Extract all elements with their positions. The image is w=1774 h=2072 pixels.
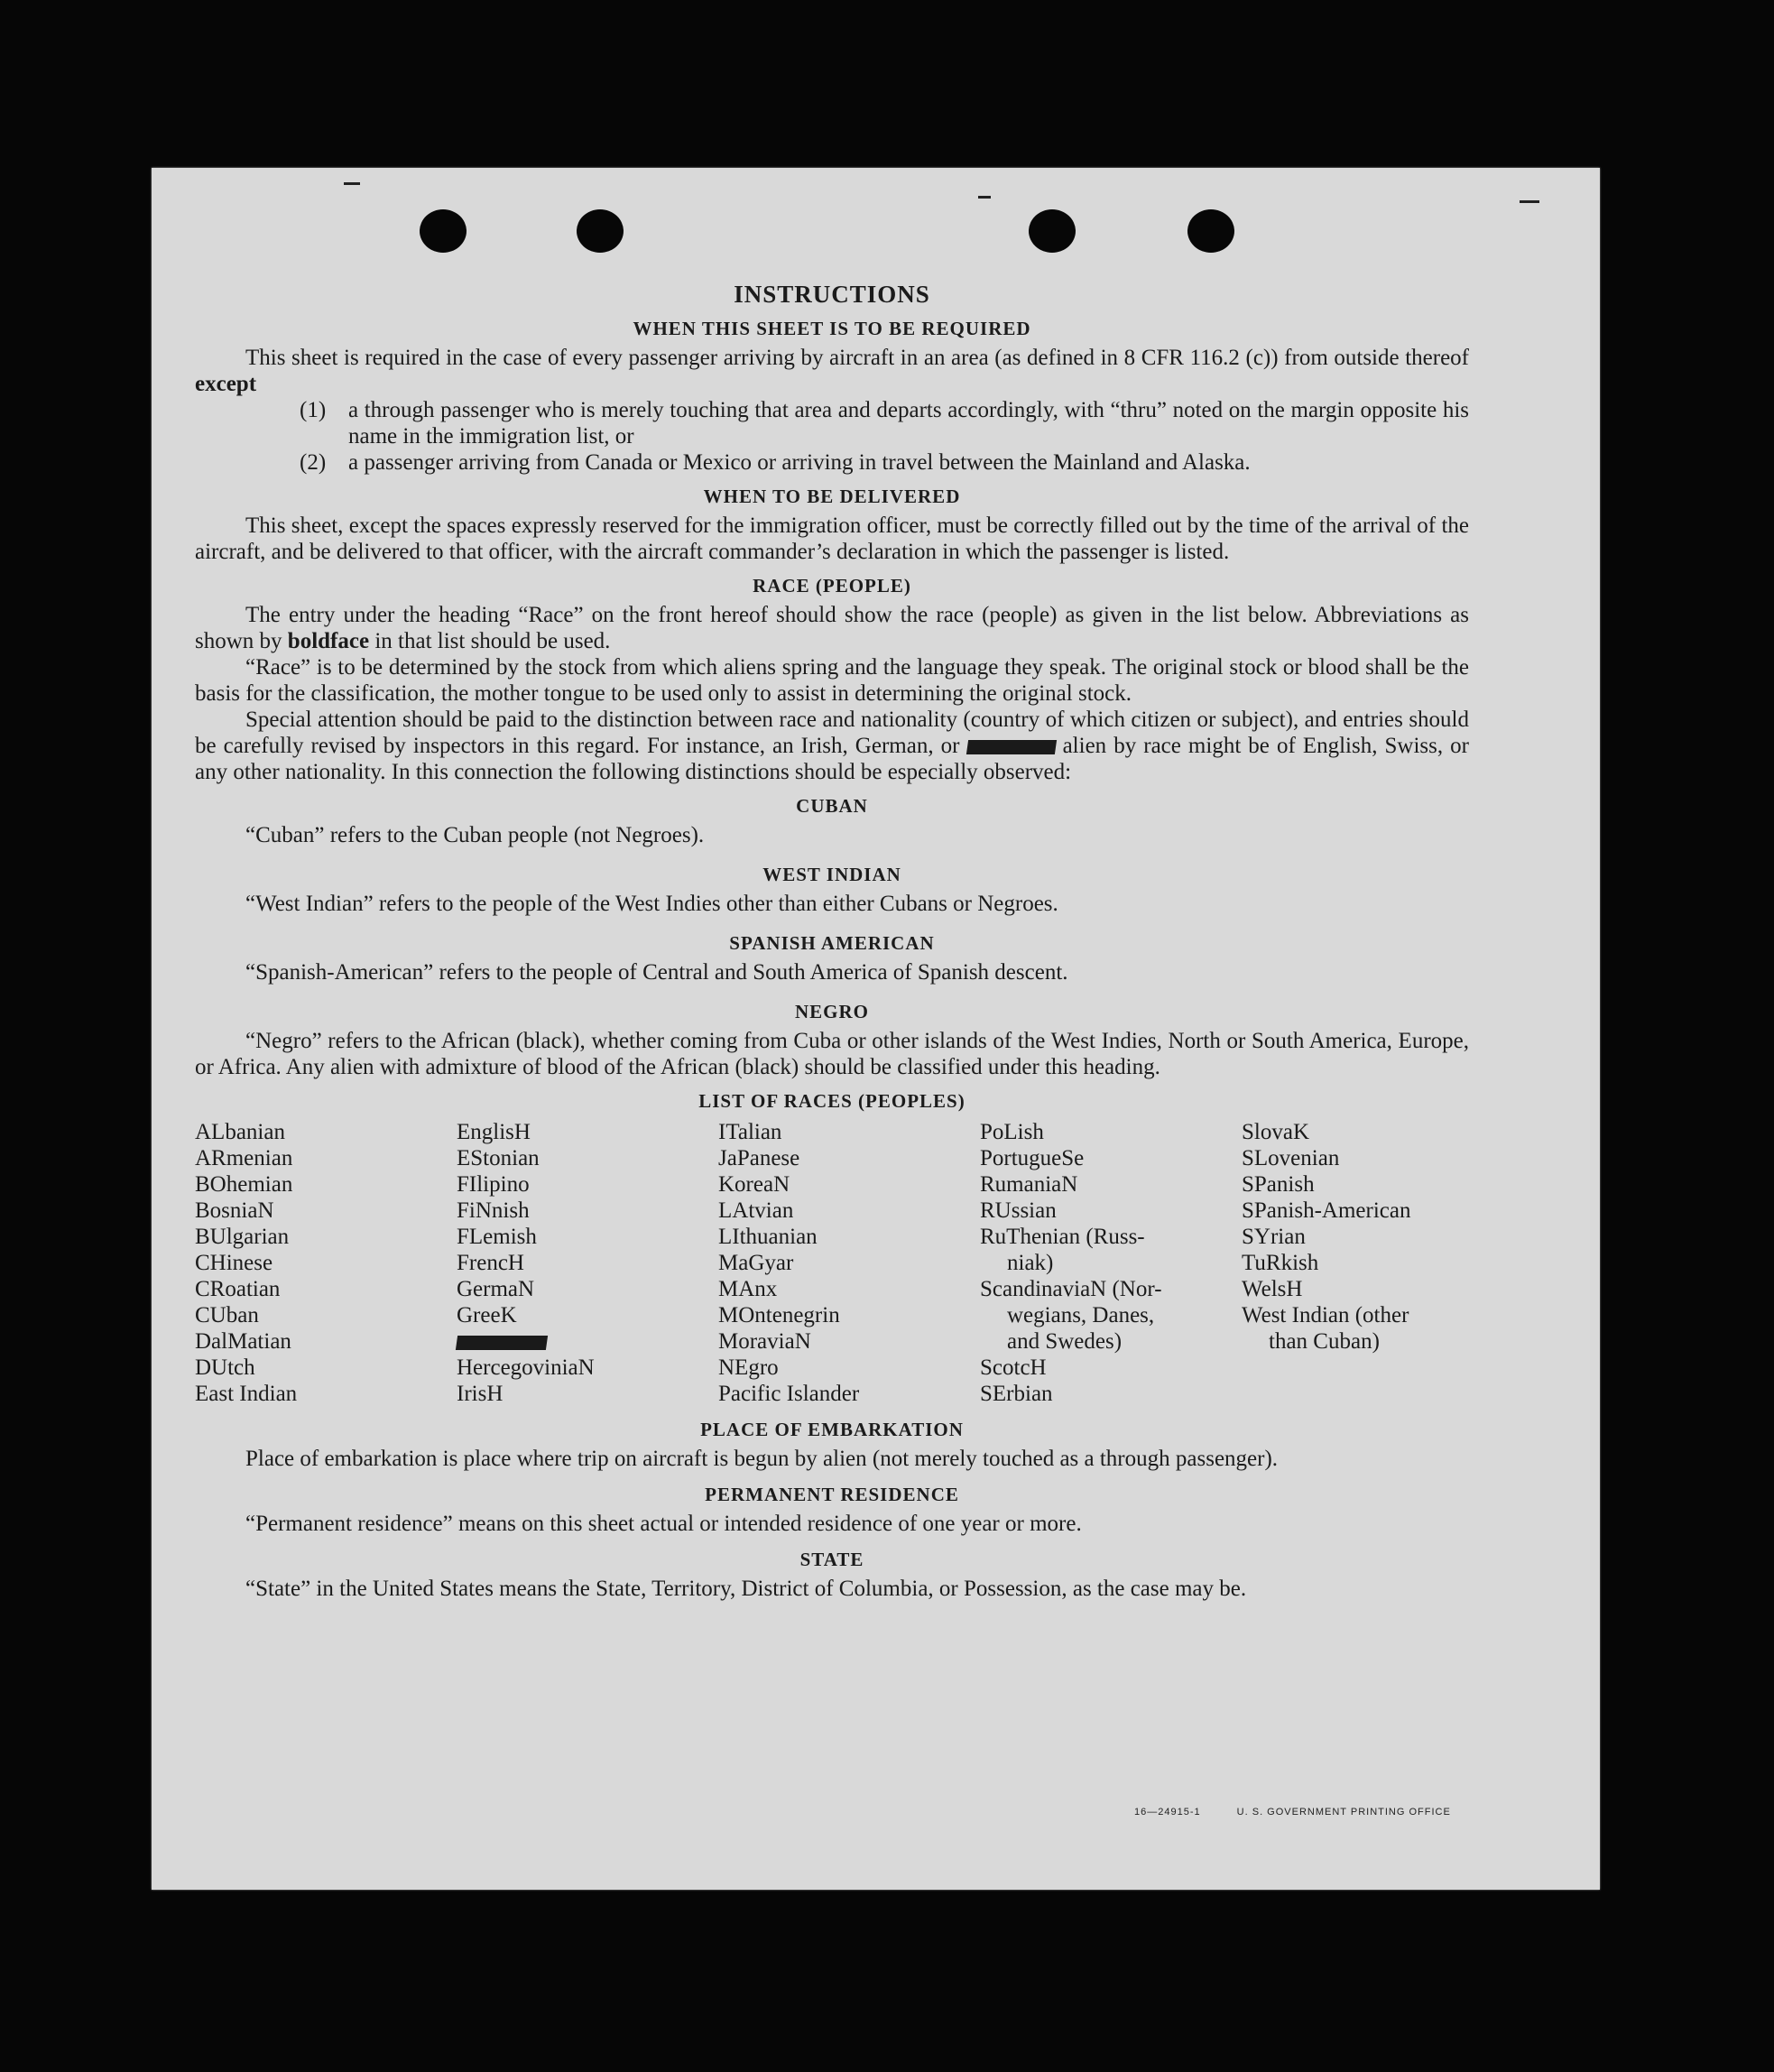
heading-spanish-american: SPANISH AMERICAN [729,932,935,954]
race-entry: East Indian [195,1382,298,1406]
race-entry: FIlipino [457,1172,530,1197]
race-entry: CRoatian [195,1277,281,1301]
heading-residence: PERMANENT RESIDENCE [705,1484,959,1505]
race-entry: NEgro [718,1355,779,1380]
cuban-paragraph: “Cuban” refers to the Cuban people (not Negroes). [245,823,705,847]
spanish-american-paragraph: “Spanish-American” refers to the people of Central and South America of Spanish descent. [245,960,1068,985]
race-entry: IrisH [457,1382,504,1406]
heading-required: WHEN THIS SHEET IS TO BE REQUIRED [633,318,1031,339]
heading-delivered: WHEN TO BE DELIVERED [703,486,961,507]
race-paragraph-1: The entry under the heading “Race” on the front hereof should show the race (people) as given in the list below. Abbreviations as shown by boldface in that list should be used. [195,603,1469,653]
race-column [457,1119,718,1407]
race-entry: ScotcH [980,1355,1047,1380]
race-entry: ScandinaviaN (Nor- [980,1277,1162,1301]
race-entry: KoreaN [718,1172,790,1197]
punch-hole [1029,209,1076,253]
race-entry: MoraviaN [718,1329,811,1354]
race-entry: MAnx [718,1277,778,1301]
race-entry: EStonian [457,1146,540,1170]
race-entry: MOntenegrin [718,1303,840,1327]
footer-print-info [1134,1807,1483,1818]
required-item: (1) a through passenger who is merely touching that area and departs accordingly, with “thru” noted on the margin opposite his name in the immigration list, or [300,398,1469,449]
race-entry: BOhemian [195,1172,293,1197]
heading-embarkation: PLACE OF EMBARKATION [700,1419,964,1440]
race-entry: SPanish [1242,1172,1315,1197]
form-number: 16—24915-1 [1134,1807,1201,1818]
heading-negro: NEGRO [794,1001,869,1022]
race-entry: PoLish [980,1120,1044,1144]
heading-cuban: CUBAN [796,795,868,817]
race-entry: SlovaK [1242,1120,1309,1144]
race-entry: DalMatian [195,1329,291,1354]
speck [344,182,360,185]
race-entry: and Swedes) [1007,1329,1123,1354]
heading-list-of-races: LIST OF RACES (PEOPLES) [698,1090,966,1112]
race-entry: FiNnish [457,1198,530,1223]
race-entry: BUlgarian [195,1225,290,1249]
race-paragraph-2: “Race” is to be determined by the stock from which aliens spring and the language they speak. The original stock or blood shall be the basis for the classification, the mother tongue to be used only to assist in determining the original stock. [195,655,1469,706]
state-paragraph: “State” in the United States means the State, Territory, District of Columbia, or Possession, as the case may be. [245,1577,1247,1601]
heading-state: STATE [799,1549,864,1570]
race-entry: SErbian [980,1382,1053,1406]
redaction-mark [966,740,1056,754]
heading-west-indian: WEST INDIAN [762,864,901,885]
race-entry: RumaniaN [980,1172,1078,1197]
race-entry: LAtvian [718,1198,794,1223]
race-entry: CHinese [195,1251,273,1275]
race-entry: wegians, Danes, [1007,1303,1155,1327]
race-column [980,1119,1242,1407]
race-entry: JaPanese [718,1146,800,1170]
printer-name: U. S. GOVERNMENT PRINTING OFFICE [1236,1807,1451,1818]
race-entry: BosniaN [195,1198,274,1223]
required-paragraph: This sheet is required in the case of every passenger arriving by aircraft in an area (as defined in 8 CFR 116.2 (c)) from outside thereof except [195,346,1469,396]
race-entry: TuRkish [1242,1251,1319,1275]
race-entry: than Cuban) [1269,1329,1380,1354]
race-column [718,1119,980,1407]
residence-paragraph: “Permanent residence” means on this sheet actual or intended residence of one year or more. [245,1512,1082,1536]
redaction-mark [456,1336,548,1350]
instructions-body [195,282,1469,1602]
heading-race: RACE (PEOPLE) [753,575,911,597]
race-entry: LIthuanian [718,1225,818,1249]
west-indian-paragraph: “West Indian” refers to the people of the West Indies other than either Cubans or Negroes. [245,892,1058,916]
race-entry: FrencH [457,1251,524,1275]
race-entry: ALbanian [195,1120,285,1144]
race-column [1242,1119,1469,1407]
race-list [195,1119,1469,1407]
punch-hole [577,209,624,253]
race-entry: ITalian [718,1120,782,1144]
race-entry-redacted [457,1328,718,1355]
race-entry: FLemish [457,1225,537,1249]
document-sheet [152,168,1600,1890]
race-entry: SPanish-American [1242,1198,1411,1223]
race-entry: WelsH [1242,1277,1303,1301]
delivered-paragraph: This sheet, except the spaces expressly reserved for the immigration officer, must be correctly filled out by the time of the arrival of the aircraft, and be delivered to that officer, with the aircraft commander’s declaration in which the passenger is listed. [195,513,1469,564]
speck [978,196,991,199]
required-item: (2) a passenger arriving from Canada or Mexico or arriving in travel between the Mainland and Alaska. [300,450,1251,475]
race-entry: Pacific Islander [718,1382,860,1406]
race-entry: GreeK [457,1303,517,1327]
race-entry: RuThenian (Russ- [980,1225,1145,1249]
race-entry: EnglisH [457,1120,531,1144]
race-entry: MaGyar [718,1251,794,1275]
speck [1520,200,1539,203]
race-column [195,1119,457,1407]
race-entry: niak) [1007,1251,1054,1275]
race-entry: ARmenian [195,1146,293,1170]
race-entry: DUtch [195,1355,255,1380]
race-entry: GermaN [457,1277,535,1301]
race-paragraph-3: Special attention should be paid to the distinction between race and nationality (country of which citizen or subject), and entries should be carefully revised by inspectors in this regard. For instance, an Irish, German, or alien by race might be of English, Swiss, or any other nationality. In this connection the following distinctions should be especially observed: [195,708,1470,784]
page-title: INSTRUCTIONS [734,281,930,308]
race-entry: PortugueSe [980,1146,1085,1170]
punch-hole [420,209,467,253]
punch-hole [1187,209,1234,253]
race-entry: SLovenian [1242,1146,1340,1170]
race-entry: SYrian [1242,1225,1306,1249]
race-entry: West Indian (other [1242,1303,1409,1327]
race-entry: CUban [195,1303,259,1327]
negro-paragraph: “Negro” refers to the African (black), whether coming from Cuba or other islands of the West Indies, North or South America, Europe, or Africa. Any alien with admixture of blood of the African (black) should be classified under this heading. [195,1029,1469,1079]
embarkation-paragraph: Place of embarkation is place where trip on aircraft is begun by alien (not merely touched as a through passenger). [245,1447,1279,1471]
race-entry: RUssian [980,1198,1057,1223]
race-entry: HercegoviniaN [457,1355,595,1380]
